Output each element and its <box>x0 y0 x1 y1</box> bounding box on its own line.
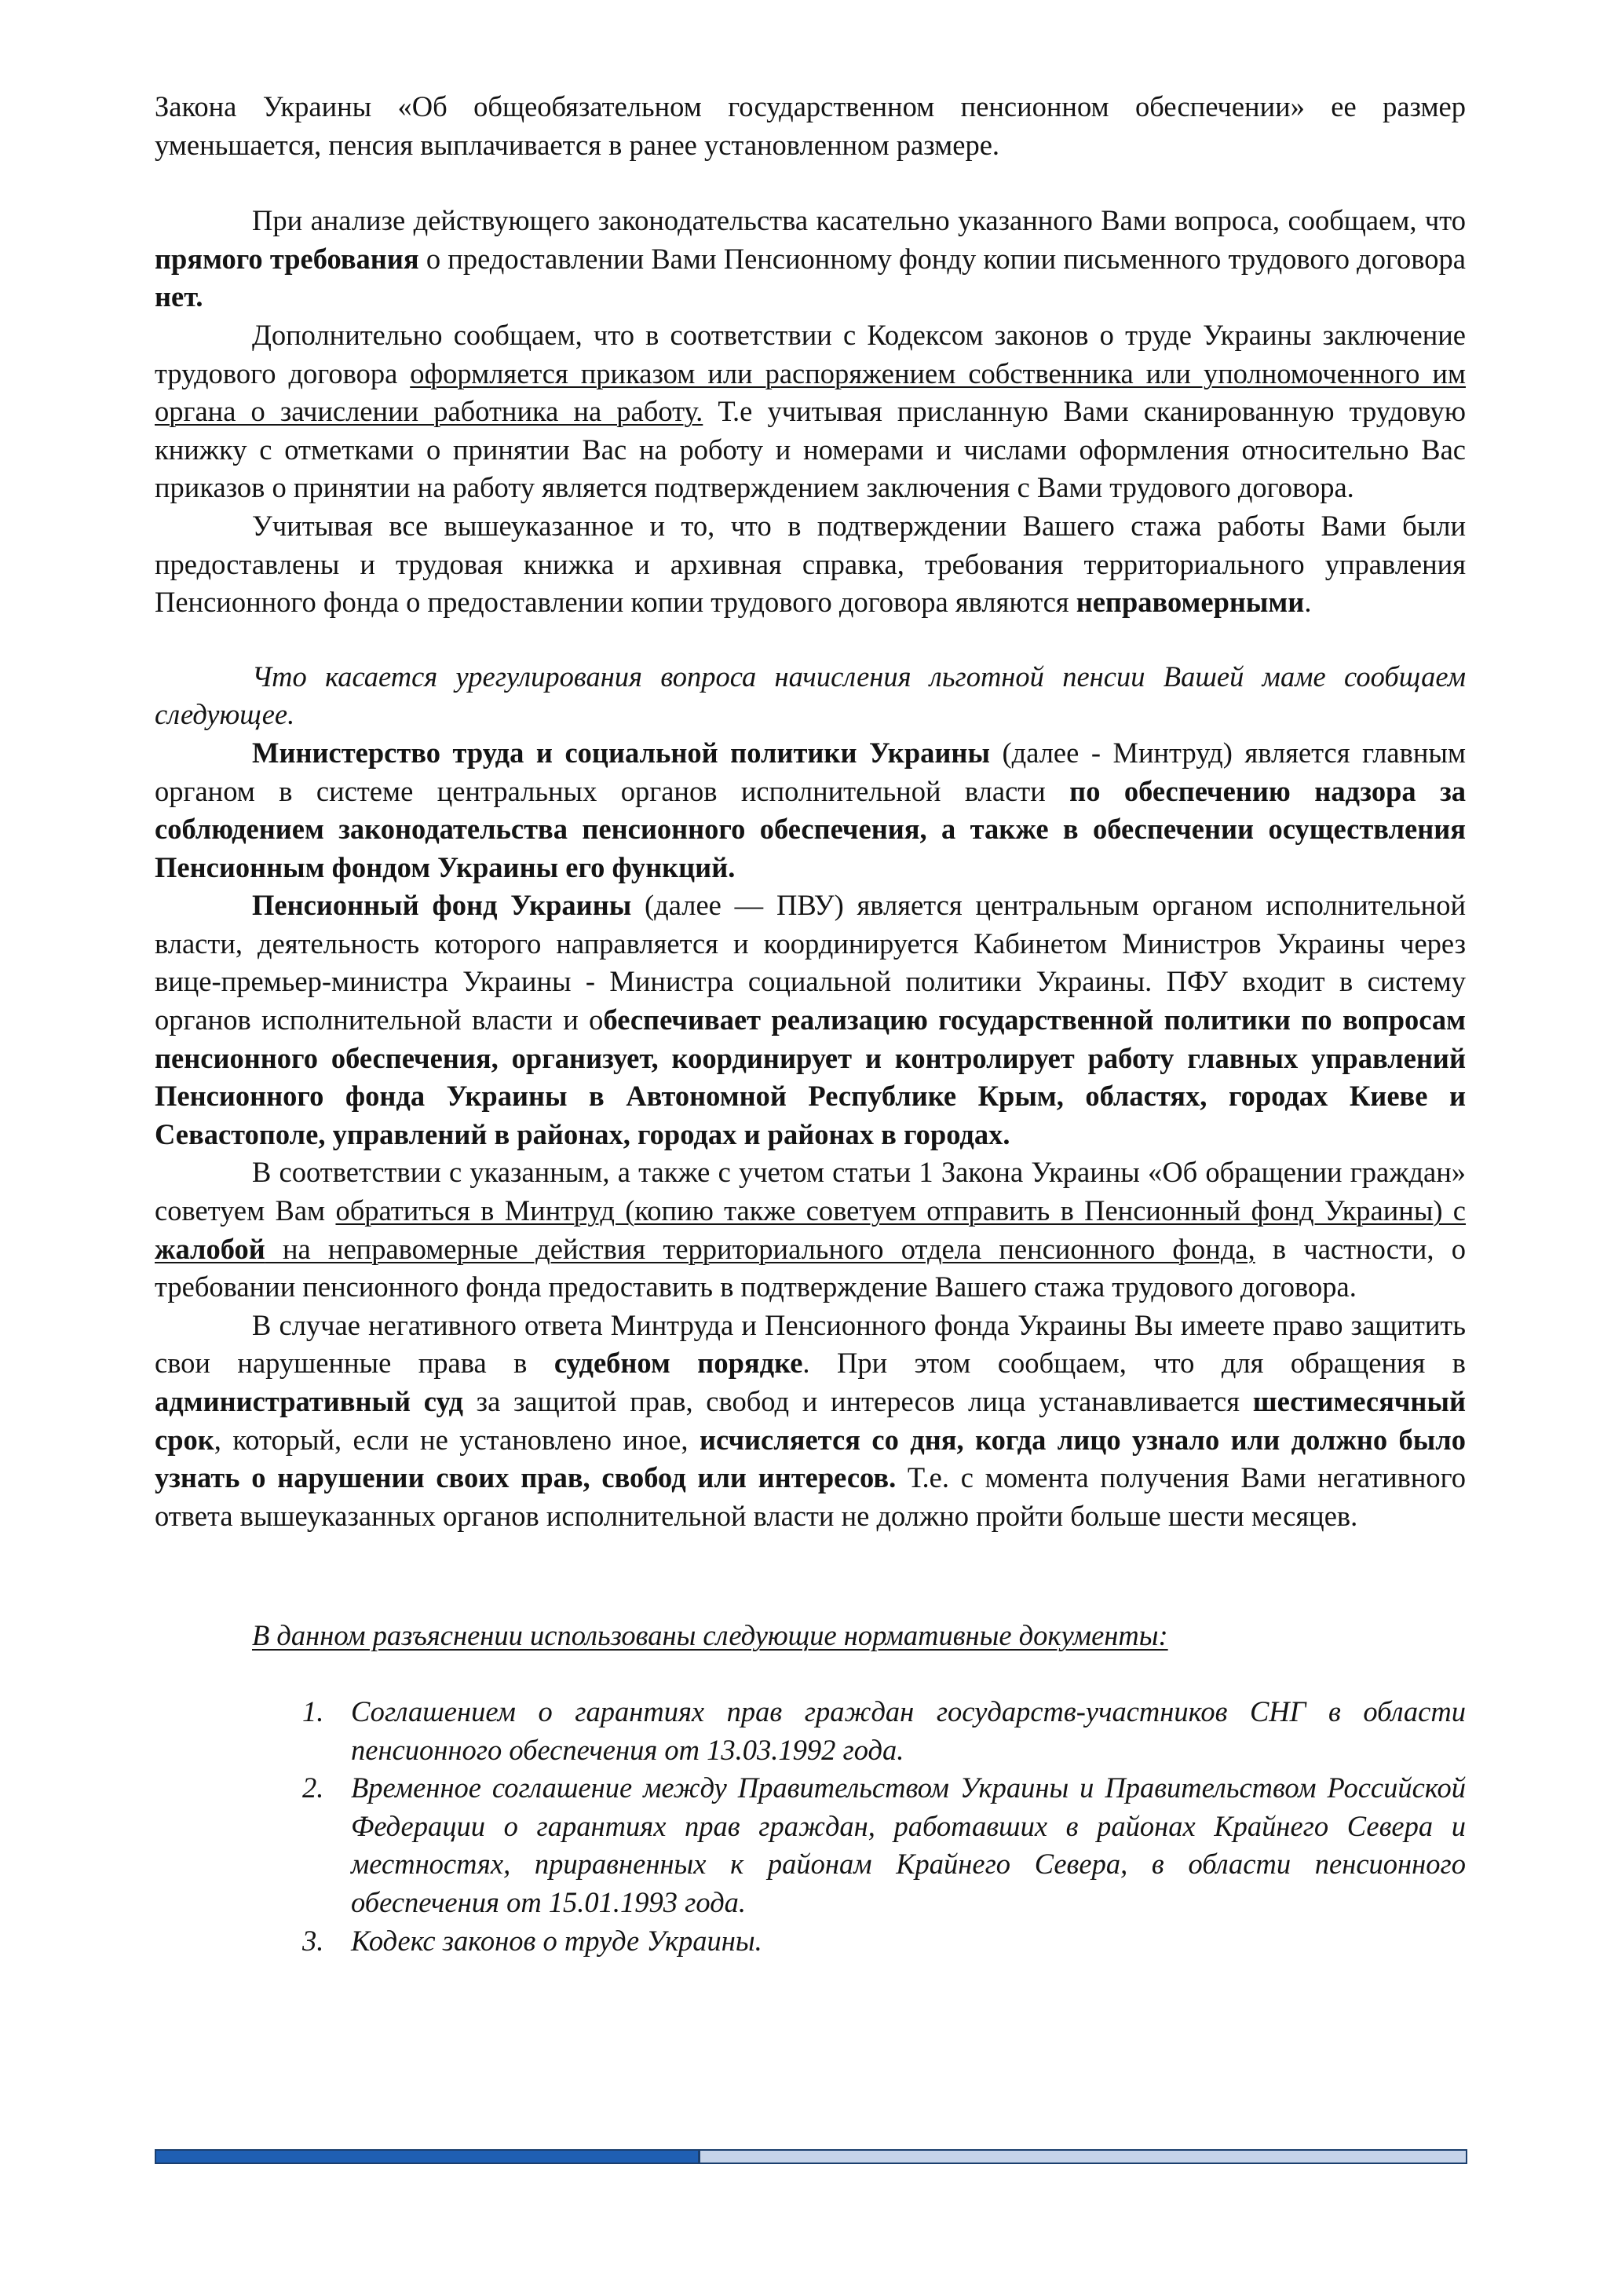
text: в частности, о требовании пенсионного фонда предоставить в подтверждение Вашего стажа трудового договора. <box>155 1232 1466 1303</box>
footer-divider-bar <box>155 2149 1467 2164</box>
bold-text: Министерство труда и социальной политики Украины <box>252 736 990 769</box>
paragraph-3 <box>155 316 1466 507</box>
document-body <box>155 88 1466 1960</box>
paragraph-2 <box>155 202 1466 316</box>
bold-text: прямого требования <box>155 242 419 275</box>
paragraph-4 <box>155 507 1466 622</box>
underlined-text: оформляется приказом или распоряжением собственника или уполномоченного им органа о зачислении работника на работу. <box>155 356 1466 428</box>
list-number: 3. <box>302 1924 324 1957</box>
text: При анализе действующего законодательства касательно указанного Вами вопроса, сообщаем, что <box>252 204 1466 237</box>
bold-text: исчисляется со дня, когда лицо узнало или должно было узнать о нарушении своих прав, свобод или интересов. <box>155 1423 1467 1494</box>
bold-text: жалобой <box>155 1232 265 1265</box>
bold-text: Пенсионный фонд Украины <box>252 889 632 922</box>
bold-text: по обеспечению надзора за соблюдением законодательства пенсионного обеспечения, а также в обеспечении осуществления Пенсионным фондом Украины его функций. <box>155 774 1466 883</box>
text: В соответствии с указанным, а также с учетом статьи 1 Закона Украины «Об обращении граждан» советуем Вам <box>155 1156 1466 1227</box>
footer-bar-light-segment <box>698 2151 1466 2163</box>
text: за защитой прав, свобод и интересов лица устанавливается <box>462 1385 1253 1417</box>
bold-text: неправомерными <box>1076 586 1305 619</box>
text: на неправомерные действия территориального отдела пенсионного фонда, <box>265 1232 1255 1265</box>
reference-item <box>155 1693 1466 1769</box>
references-heading-line <box>155 1617 1466 1655</box>
reference-item <box>155 1922 1466 1961</box>
footer-bar-dark-segment <box>156 2151 698 2163</box>
text: Закона Украины «Об общеобязательном государственном пенсионном обеспечении» ее размер уменьшается, пенсия выплачивается в ранее установленном размере. <box>155 90 1466 161</box>
text: , который, если не установлено иное, <box>214 1423 700 1456</box>
text: В случае негативного ответа Минтруда и Пенсионного фонда Украины Вы имеете право защитить свои нарушенные права в <box>155 1308 1466 1380</box>
bold-text: шестимесячный срок <box>155 1385 1466 1456</box>
text: Т.е. с момента получения Вами негативного ответа вышеуказанных органов исполнительной власти не должно пройти больше шести месяцев. <box>155 1461 1466 1532</box>
reference-text: Кодекс законов о труде Украины. <box>351 1924 762 1957</box>
bold-text: нет. <box>155 280 203 313</box>
text: . При этом сообщаем, что для обращения в <box>802 1347 1466 1380</box>
list-number: 1. <box>302 1695 324 1727</box>
text: о предоставлении Вами Пенсионному фонду копии письменного трудового договора <box>418 242 1466 275</box>
paragraph-7 <box>155 887 1466 1153</box>
list-number: 2. <box>302 1771 324 1804</box>
reference-text: Соглашением о гарантиях прав граждан государств-участников СНГ в области пенсионного обеспечения от 13.03.1992 года. <box>351 1695 1466 1766</box>
text: Учитывая все вышеуказанное и то, что в подтверждении Вашего стажа работы Вами были предоставлены и трудовая книжка и архивная справка, требования территориального управления Пенсионного фонда о предоставлении копии трудового договора являются <box>155 509 1466 619</box>
text: . <box>1304 586 1312 619</box>
bold-text: судебном порядке <box>553 1347 803 1380</box>
paragraph-8 <box>155 1153 1466 1306</box>
references-list <box>155 1693 1466 1960</box>
italic-text: Что касается урегулирования вопроса начисления льготной пенсии Вашей маме сообщаем следующее. <box>155 660 1466 731</box>
bold-text: беспечивает реализацию государственной политики по вопросам пенсионного обеспечения, организует, координирует и контролирует работу главных управлений Пенсионного фонда Украины в Автономной Республике Крым, областях, городах Киеве и Севастополе, управлений в районах, городах и районах в городах. <box>155 1004 1466 1150</box>
references-heading: В данном разъяснении использованы следующие нормативные документы: <box>252 1619 1168 1652</box>
reference-text: Временное соглашение между Правительством Украины и Правительством Российской Федерации о гарантиях прав граждан, работавших в районах Крайнего Севера и местностях, приравненных к районам Крайнего Севера, в области пенсионного обеспечения от 15.01.1993 года. <box>351 1771 1466 1918</box>
bold-text: административный суд <box>155 1385 463 1417</box>
paragraph-6 <box>155 734 1466 887</box>
reference-item <box>155 1769 1466 1921</box>
text: (далее — ПВУ) является центральным органом исполнительной власти, деятельность которого направляется и координируется Кабинетом Министров Украины через вице-премьер-министра Украины - Министра социальной политики Украины. ПФУ входит в систему органов исполнительной власти и о <box>155 889 1466 1036</box>
paragraph-1 <box>155 88 1466 164</box>
paragraph-5-italic <box>155 658 1466 734</box>
text: Дополнительно сообщаем, что в соответствии с Кодексом законов о труде Украины заключение трудового договора <box>155 318 1466 389</box>
paragraph-9 <box>155 1307 1466 1536</box>
text: Т.е учитывая присланную Вами сканированную трудовую книжку с отметками о принятии Вас на роботу и номерами и числами оформления относительно Вас приказов о принятии на работу является подтверждением заключения с Вами трудового договора. <box>155 395 1466 504</box>
text: (далее - Минтруд) является главным органом в системе центральных органов исполнительной власти <box>155 736 1466 807</box>
text: обратиться в Минтруд (копию также советуем отправить в Пенсионный фонд Украины) с <box>335 1194 1467 1227</box>
